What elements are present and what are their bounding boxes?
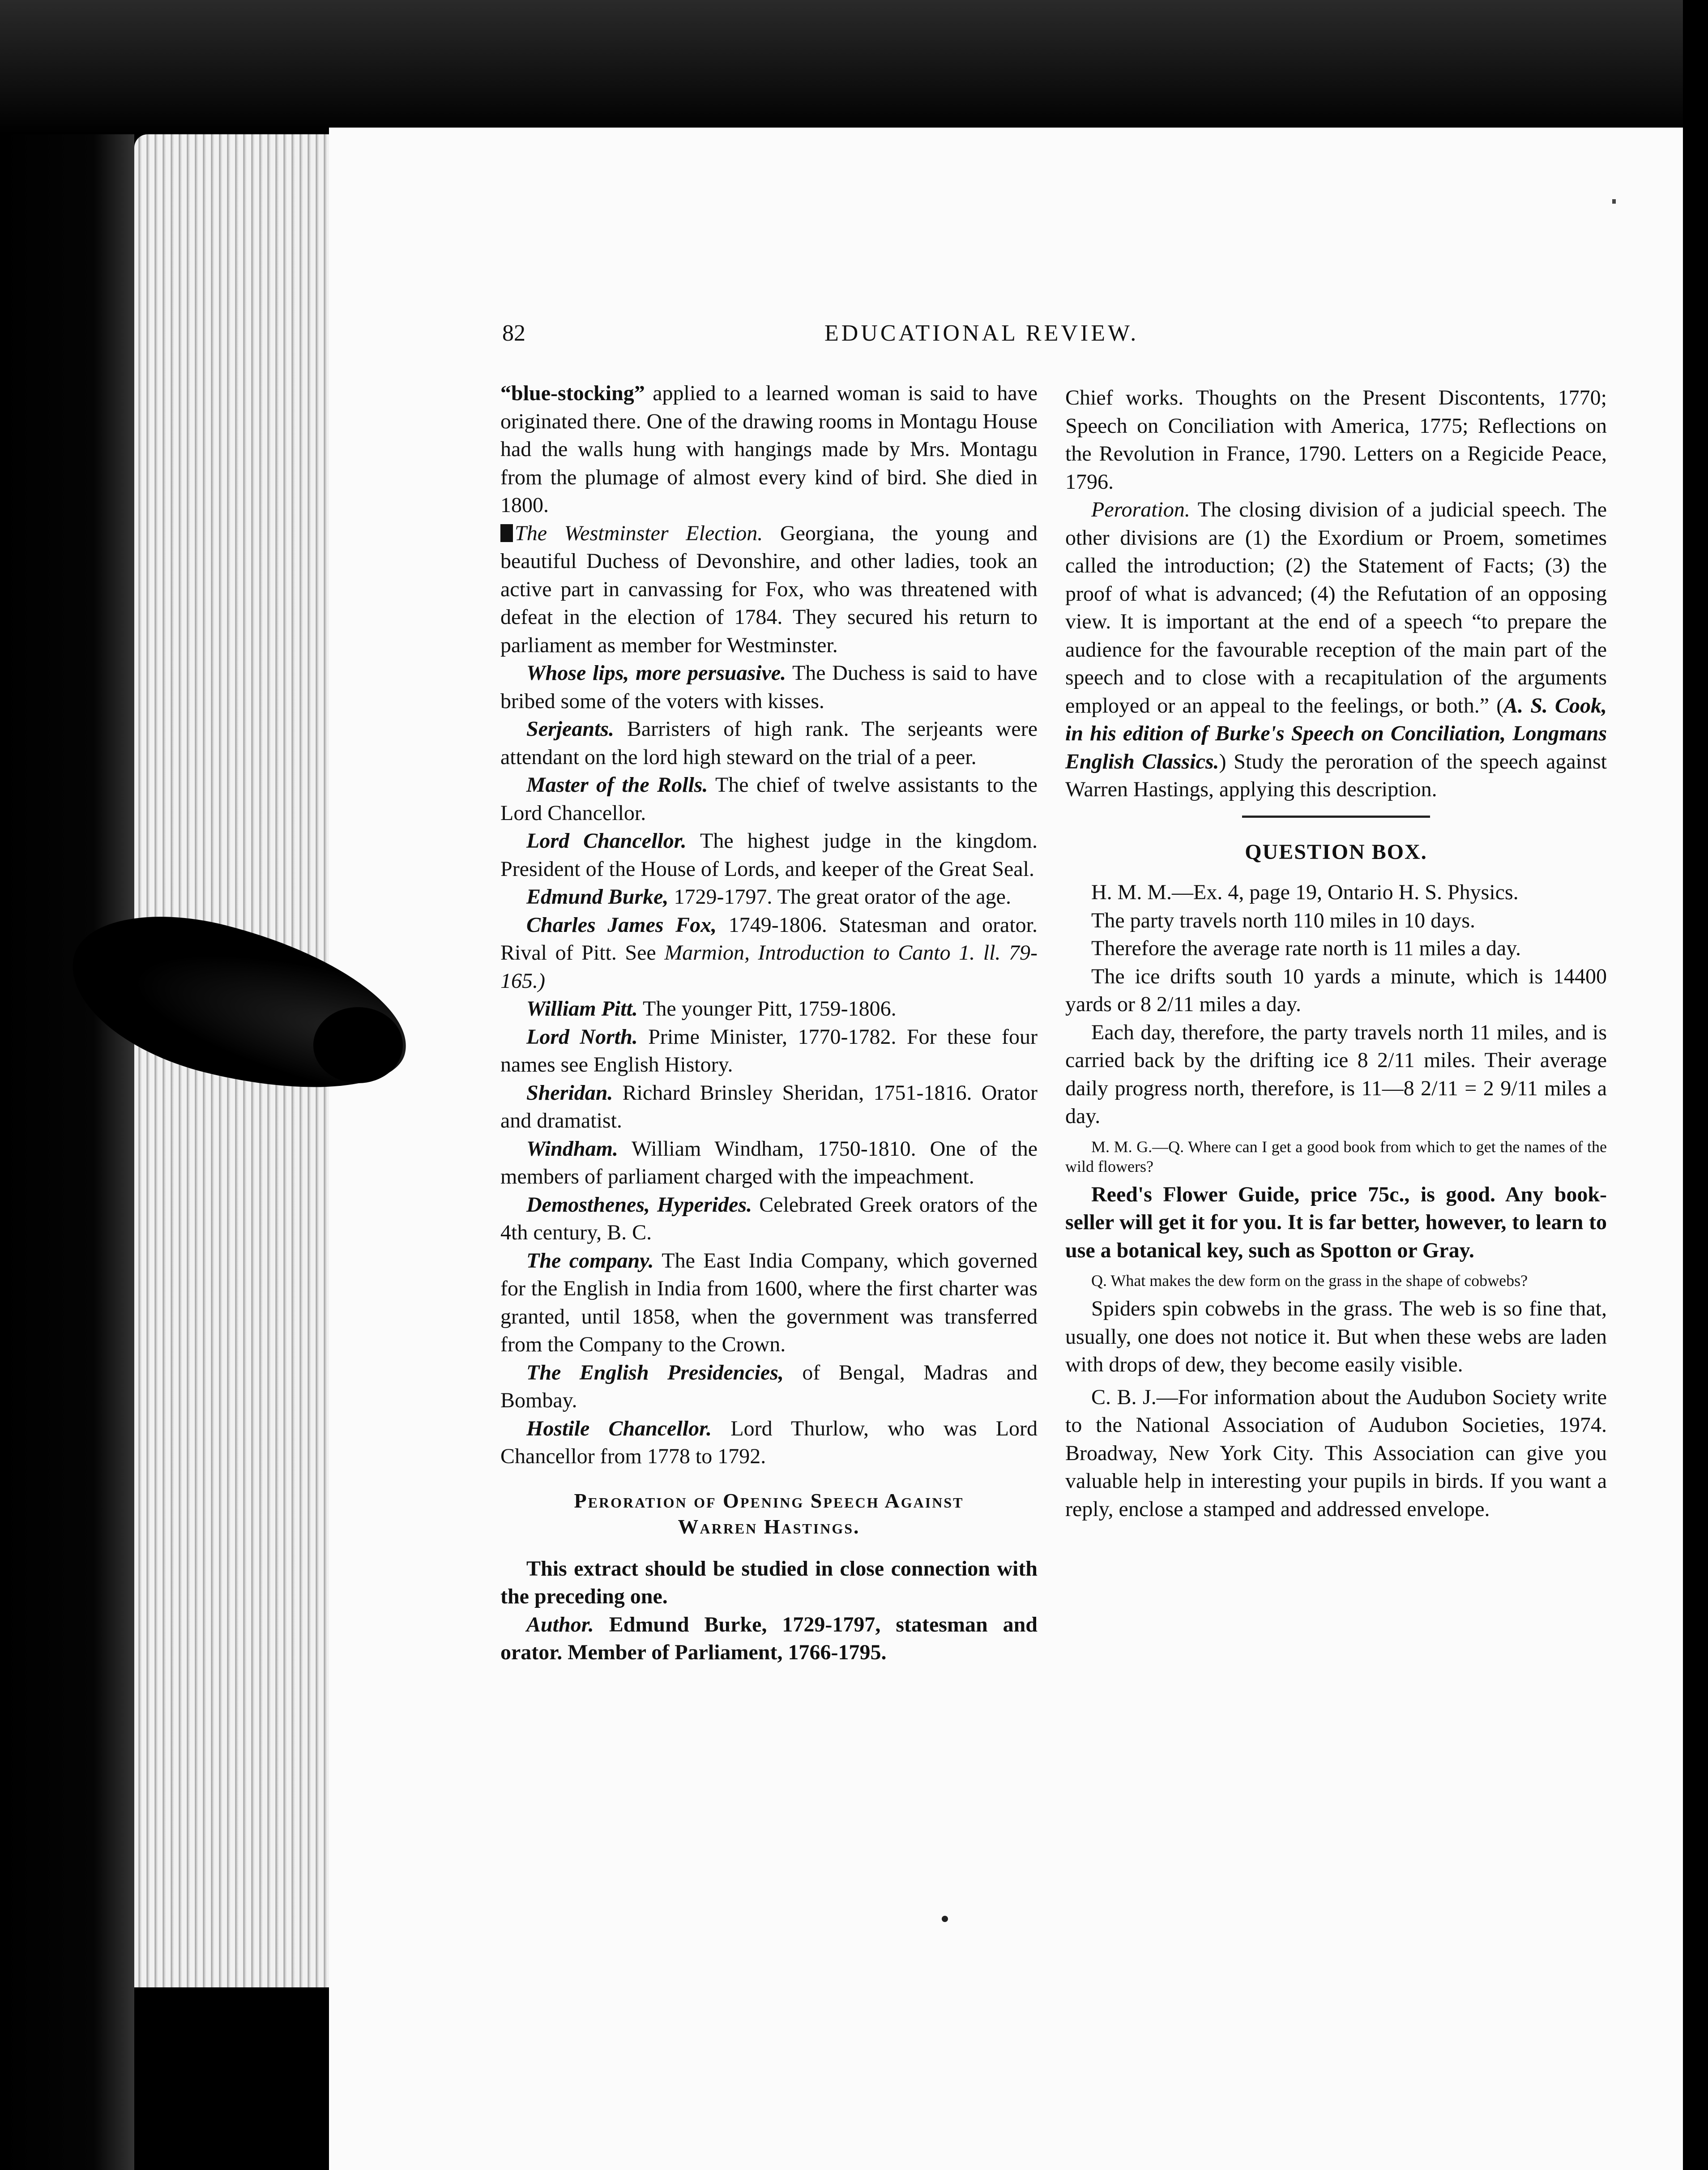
paragraph bbox=[500, 1415, 1038, 1471]
page-number: 82 bbox=[502, 320, 525, 346]
term: Whose lips, more persuasive. bbox=[526, 661, 786, 685]
left-column bbox=[500, 380, 1038, 1667]
paragraph-text: William Windham, 1750-1810. One of the members of parliament charged with the impeachment. bbox=[500, 1136, 1038, 1188]
paragraph-text: The East India Company, which governed for the English in India from 1600, where the first charter was granted, until 1858, when the government was transferred from the Company to the Crown. bbox=[500, 1248, 1038, 1356]
paragraph bbox=[500, 1247, 1038, 1359]
question: M. M. G.—Q. Where can I get a good book from which to get the names of the wild flowers? bbox=[1065, 1137, 1607, 1175]
paragraph bbox=[500, 1023, 1038, 1079]
term: Sheridan. bbox=[526, 1081, 613, 1105]
page-speck bbox=[942, 1916, 948, 1922]
answer-line: The ice drifts south 10 yards a minute, which is 14400 yards or 8 2/11 miles a day. bbox=[1065, 964, 1607, 1016]
citation: A. S. Cook, in his edition of Burke's Speech on Conciliation, Longmans English Classics. bbox=[1065, 693, 1607, 773]
section-heading-line1: Peroration of Opening Speech Against bbox=[574, 1489, 964, 1512]
paragraph bbox=[500, 995, 1038, 1023]
reference: Marmion, Introduction to Canto 1. ll. 79-165.) bbox=[500, 941, 1038, 993]
page-speck bbox=[1612, 199, 1616, 204]
paragraph bbox=[1065, 496, 1607, 804]
book-binding-shadow bbox=[0, 134, 134, 2170]
term: The company. bbox=[526, 1248, 654, 1273]
paragraph-text: The younger Pitt, 1759-1806. bbox=[637, 997, 897, 1021]
paragraph bbox=[500, 1359, 1038, 1415]
paragraph bbox=[500, 1079, 1038, 1135]
running-head bbox=[502, 320, 1621, 356]
term: Serjeants. bbox=[526, 717, 615, 741]
paragraph bbox=[500, 771, 1038, 827]
paragraph-text: 1729-1797. The great orator of the age. bbox=[668, 885, 1011, 909]
paragraph-text: The highest judge in the kingdom. President of the House of Lords, and keeper of the Great Seal. bbox=[500, 829, 1038, 881]
journal-title: EDUCATIONAL REVIEW. bbox=[824, 320, 1139, 346]
paragraph-text: of Bengal, Madras and Bombay. bbox=[500, 1360, 1038, 1412]
answer: Spiders spin cobwebs in the grass. The web is so fine that, usually, one does not notice it. But when these webs are laden with drops of dew, they become easily visible. bbox=[1065, 1297, 1607, 1376]
question: Q. What makes the dew form on the grass in the shape of cobwebs? bbox=[1091, 1272, 1528, 1290]
paragraph bbox=[500, 1611, 1038, 1667]
background-top bbox=[0, 0, 1708, 134]
right-column bbox=[1065, 384, 1607, 1523]
lead-text: “blue-stocking” bbox=[500, 381, 645, 405]
background-right bbox=[1683, 0, 1708, 2170]
paragraph bbox=[500, 883, 1038, 911]
paragraph-text: The chief of twelve assistants to the Lord Chancellor. bbox=[500, 773, 1038, 825]
paragraph-text: 1749-1806. Statesman and orator. Rival of Pitt. See bbox=[500, 913, 1038, 965]
term: Author. bbox=[526, 1612, 594, 1636]
paragraph-text: Celebrated Greek orators of the 4th century, B. C. bbox=[500, 1192, 1038, 1244]
paragraph-text: Georgiana, the young and beautiful Duchess of Devonshire, and other ladies, took an active part in canvassing for Fox, who was threatened with defeat in the election of 1784. They secured his return to parliament as member for Westminster. bbox=[500, 521, 1038, 657]
paragraph bbox=[500, 380, 1038, 520]
term: Hostile Chancellor. bbox=[526, 1416, 712, 1440]
paragraph bbox=[500, 911, 1038, 995]
paragraph-text: ) Study the peroration of the speech against Warren Hastings, applying this description. bbox=[1065, 749, 1607, 801]
answer: Reed's Flower Guide, price 75c., is good. Any book-seller will get it for you. It is far better, however, to learn to use a botanical key, such as Spotton or Gray. bbox=[1065, 1182, 1607, 1262]
term: Lord North. bbox=[526, 1025, 638, 1049]
paragraph-text: Prime Minister, 1770-1782. For these four names see English History. bbox=[500, 1025, 1038, 1076]
term: Edmund Burke, bbox=[526, 885, 669, 909]
term: Peroration. bbox=[1091, 498, 1190, 521]
paragraph-text: Edmund Burke, 1729-1797, statesman and orator. Member of Parliament, 1766-1795. bbox=[500, 1612, 1038, 1664]
paragraph: Chief works. Thoughts on the Present Discontents, 1770; Speech on Conciliation with America, 1775; Reflections on the Revolution in France, 1790. Letters on a Regicide Peace, 1796. bbox=[1065, 386, 1607, 494]
term: Lord Chancellor. bbox=[526, 829, 687, 853]
term: William Pitt. bbox=[526, 997, 638, 1021]
question: C. B. J.—For information about the Audubon Society write to the National Association of Audubon Societies, 1974. Broadway, New York City. This Association can give you valuable help in interesting your pupils in birds. If you want a reply, enclose a stamped and addressed envelope. bbox=[1065, 1385, 1607, 1521]
answer-line: Each day, therefore, the party travels north 11 miles, and is carried back by the drifting ice 8 2/11 miles. Their average daily progress north, therefore, is 11—8 2/11 = 2 9/11 miles a day. bbox=[1065, 1020, 1607, 1128]
paragraph: This extract should be studied in close connection with the preceding one. bbox=[500, 1556, 1038, 1608]
paragraph bbox=[500, 1191, 1038, 1247]
paragraph-text: Lord Thurlow, who was Lord Chancellor from 1778 to 1792. bbox=[500, 1416, 1038, 1468]
term: The English Presidencies, bbox=[526, 1360, 784, 1384]
paragraph bbox=[500, 520, 1038, 660]
term: Master of the Rolls. bbox=[526, 773, 708, 797]
term: Demosthenes, Hyperides. bbox=[526, 1192, 752, 1217]
term: Windham. bbox=[526, 1136, 618, 1161]
paragraph-text: Richard Brinsley Sheridan, 1751-1816. Orator and dramatist. bbox=[500, 1081, 1038, 1132]
answer-line: The party travels north 110 miles in 10 days. bbox=[1091, 908, 1476, 932]
term: Charles James Fox, bbox=[526, 913, 717, 937]
holding-finger-tip bbox=[313, 1007, 403, 1083]
paragraph bbox=[500, 715, 1038, 771]
paragraph bbox=[500, 827, 1038, 883]
section-title: QUESTION BOX. bbox=[1245, 840, 1427, 864]
term: The Westminster Election. bbox=[515, 521, 763, 545]
section-heading-line2: Warren Hastings. bbox=[678, 1515, 860, 1538]
answer-line: Therefore the average rate north is 11 miles a day. bbox=[1091, 936, 1521, 960]
paragraph-text: The Duchess is said to have bribed some of the voters with kisses. bbox=[500, 661, 1038, 713]
paragraph-text: The closing division of a judicial speech. The other divisions are (1) the Exordium or Proem, sometimes called the introduction; (2) the Statement of Facts; (3) the proof of what is advanced; (4) the Refutation of an opposing view. It is important at the end of a speech “to prepare the audience for the favourable reception of the main part of the speech and to close with a recapitulation of the arguments employed or an appeal to the feelings, or both.” ( bbox=[1065, 498, 1607, 718]
paragraph-text: Barristers of high rank. The serjeants were attendant on the lord high steward on the trial of a peer. bbox=[500, 717, 1038, 769]
ink-marker bbox=[500, 524, 513, 542]
paragraph-text: applied to a learned woman is said to have originated there. One of the drawing rooms in Montagu House had the walls hung with hangings made by Mrs. Montagu from the plumage of almost every kind of bird. She died in 1800. bbox=[500, 381, 1038, 517]
paragraph bbox=[500, 659, 1038, 715]
section-divider bbox=[1242, 816, 1430, 818]
question: H. M. M.—Ex. 4, page 19, Ontario H. S. Physics. bbox=[1091, 880, 1519, 904]
paragraph bbox=[500, 1135, 1038, 1191]
